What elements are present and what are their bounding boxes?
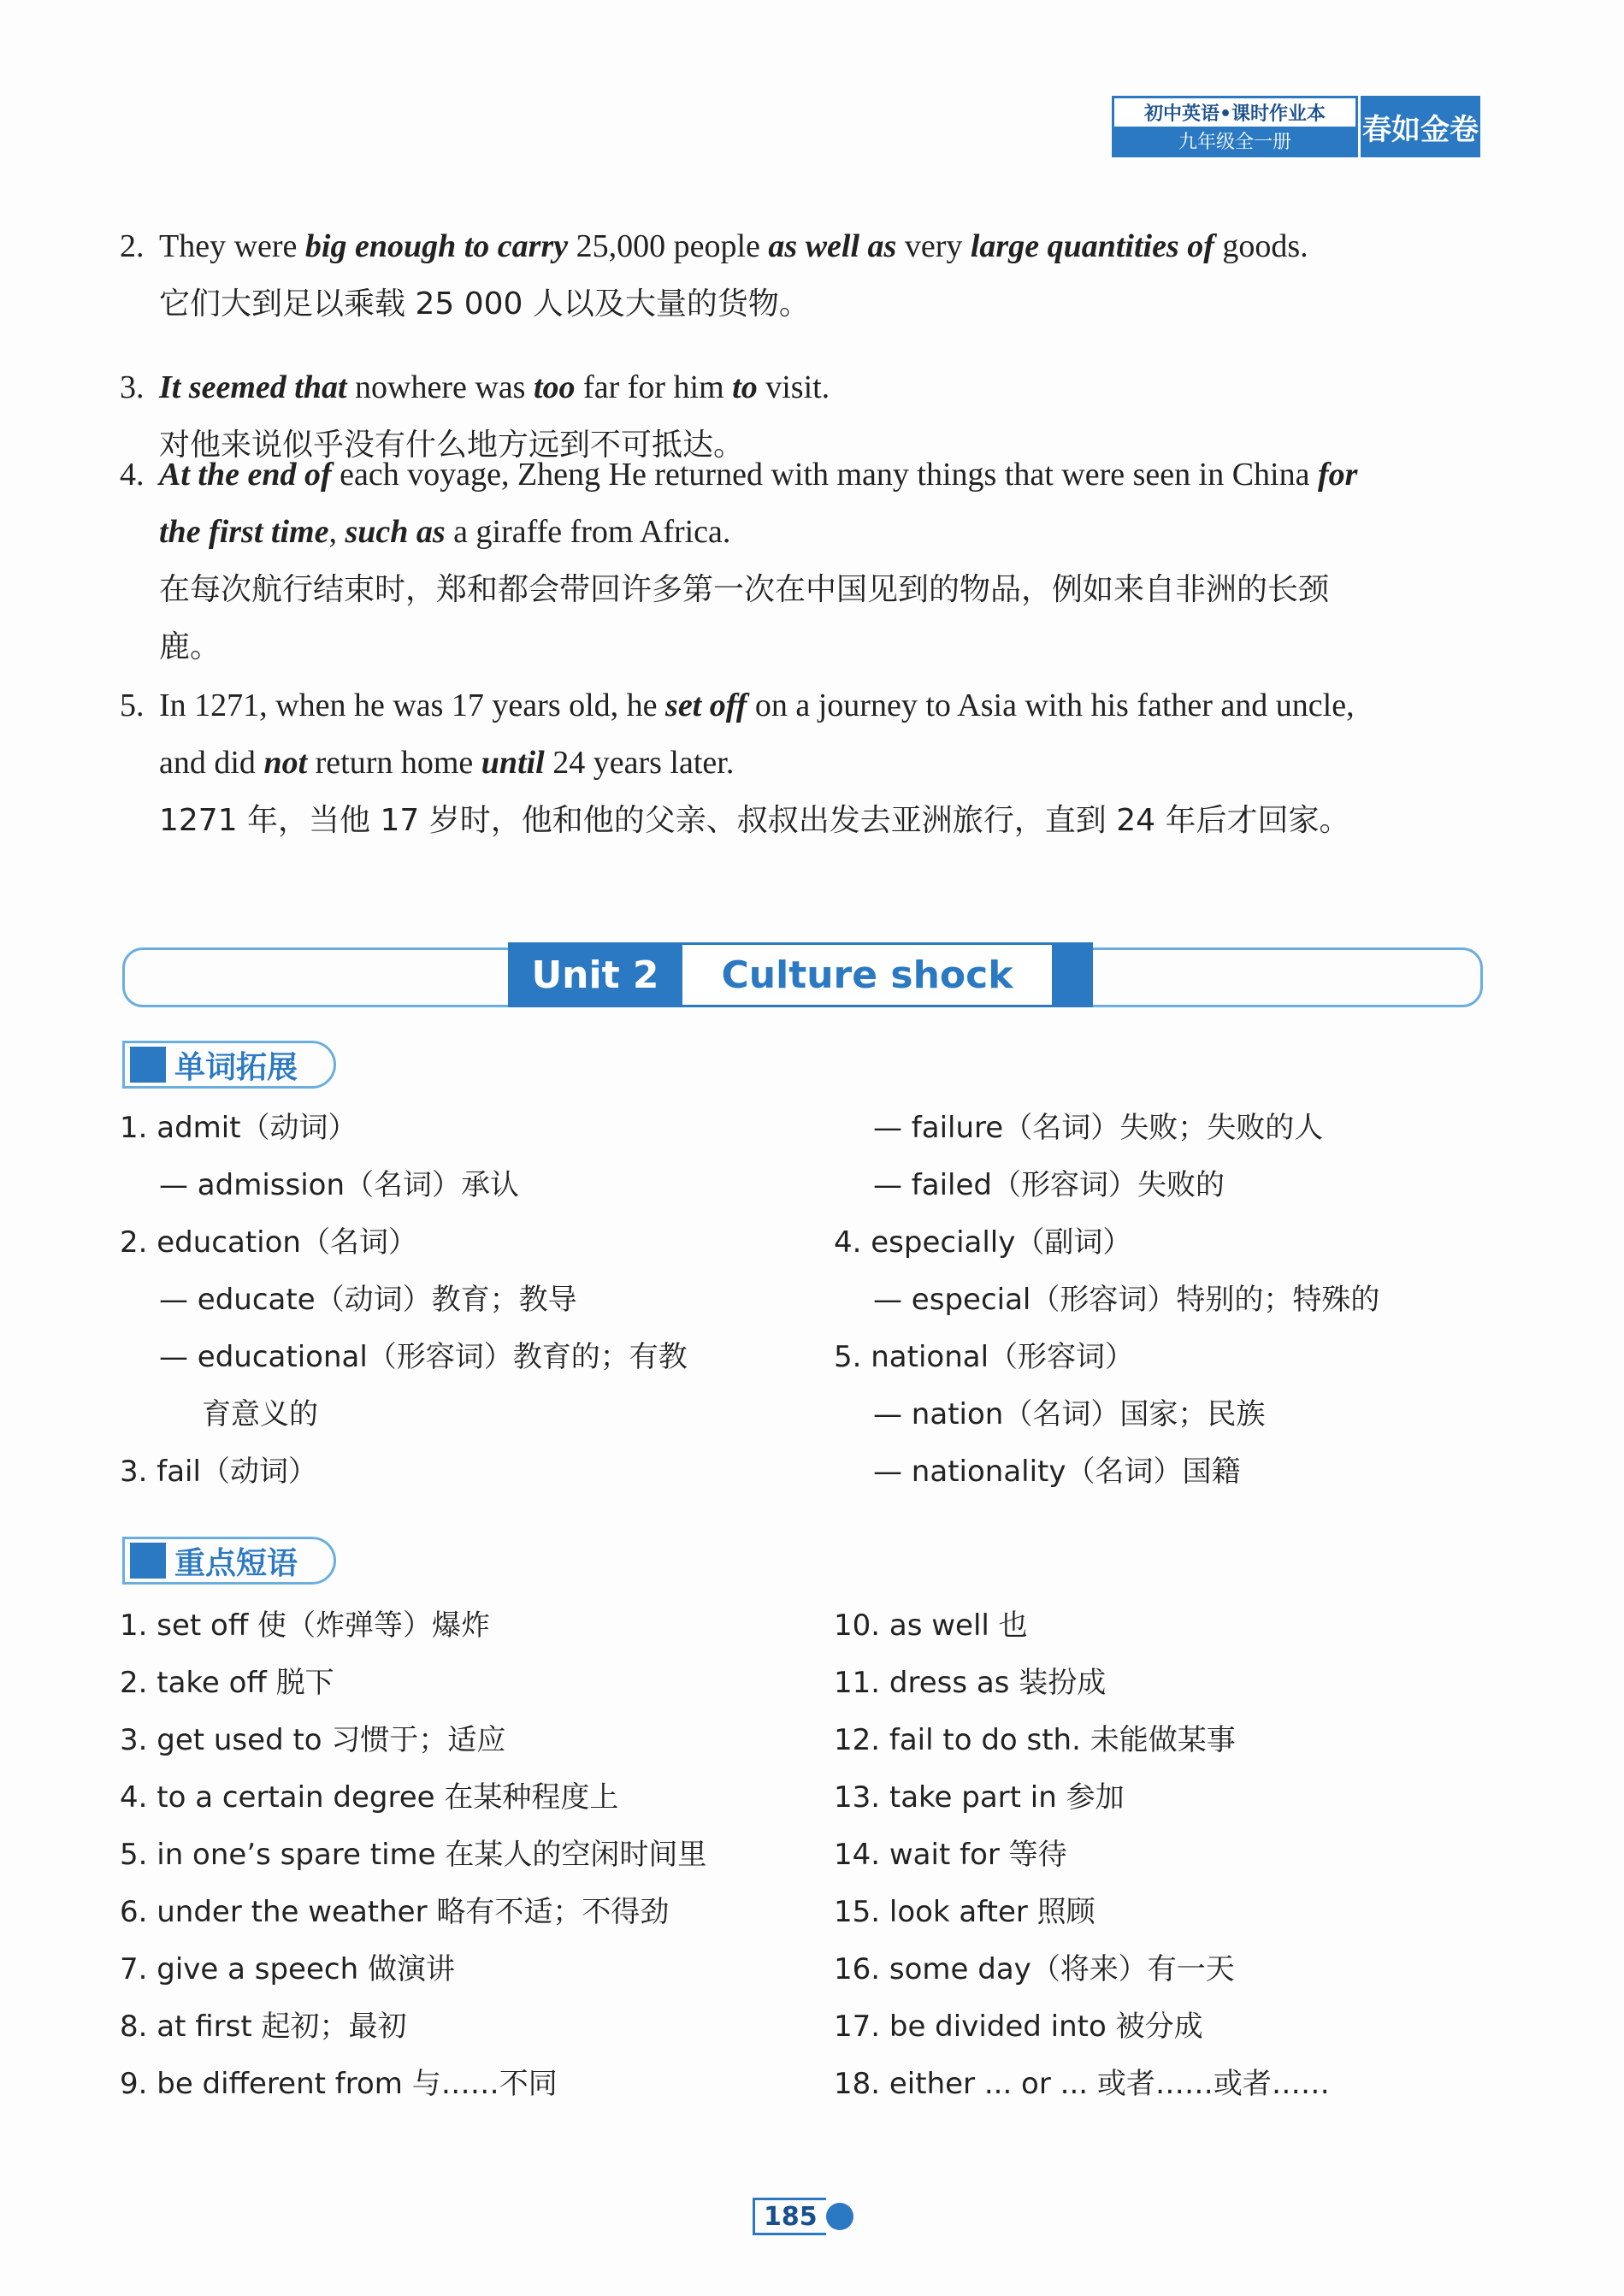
section-square-icon xyxy=(130,1047,166,1083)
vocab-item: 5. national（形容词） xyxy=(834,1340,1135,1374)
unit-number: Unit 2 xyxy=(508,942,682,1007)
sentence-translation: 在每次航行结束时，郑和都会带回许多第一次在中国见到的物品，例如来自非洲的长颈 xyxy=(159,572,1330,607)
phrase-item: 12. fail to do sth. 未能做某事 xyxy=(834,1723,1236,1757)
sentence-text: goods. xyxy=(1214,228,1308,264)
sentence-text: visit. xyxy=(757,369,830,405)
sentence-text: a giraffe from Africa. xyxy=(445,514,731,550)
phrase-item: 1. set off 使（炸弹等）爆炸 xyxy=(120,1608,491,1643)
sentence-text: In 1271, when he was 17 years old, he xyxy=(159,688,666,723)
vocab-item: 4. especially（副词） xyxy=(834,1225,1132,1260)
vocab-item: 3. fail（动词） xyxy=(120,1455,317,1489)
phrase-item: 8. at first 起初；最初 xyxy=(120,2010,407,2044)
phrase-item: 4. to a certain degree 在某种程度上 xyxy=(120,1780,619,1815)
sentence-text: return home xyxy=(307,745,481,781)
book-series-title: 初中英语•课时作业本 xyxy=(1114,98,1355,127)
phrase-item: 18. either ... or ... 或者……或者…… xyxy=(834,2067,1330,2101)
sentence-text: nowhere was xyxy=(346,369,534,405)
sentence-text: They were xyxy=(159,228,305,264)
vocab-item: 2. education（名词） xyxy=(120,1225,417,1260)
sentence-text: on a journey to Asia with his father and uncle, xyxy=(747,688,1355,723)
vocab-item: — nation（名词）国家；民族 xyxy=(873,1397,1266,1431)
vocab-right-column xyxy=(834,1100,1484,1501)
key-phrase: to xyxy=(732,369,758,405)
key-phrase: as well as xyxy=(768,228,897,264)
phrase-item: 11. dress as 装扮成 xyxy=(834,1666,1107,1700)
vocab-item: — especial（形容词）特别的；特殊的 xyxy=(873,1283,1380,1317)
book-title-block xyxy=(1112,96,1358,157)
sentence-translation: 1271 年，当他 17 岁时，他和他的父亲、叔叔出发去亚洲旅行，直到 24 年后才回家。 xyxy=(159,803,1350,838)
phrase-item: 13. take part in 参加 xyxy=(834,1780,1125,1815)
sentence-translation-continued: 鹿。 xyxy=(159,629,221,664)
sentence-translation: 它们大到足以乘载 25 000 人以及大量的货物。 xyxy=(159,286,810,322)
phrases-section-label xyxy=(122,1537,336,1585)
key-phrase: too xyxy=(533,369,576,405)
key-phrase: such as xyxy=(345,514,446,550)
sentence-english-continued xyxy=(120,735,1488,792)
book-header-badge xyxy=(1112,96,1480,157)
page-number xyxy=(753,2198,853,2235)
sentence-text: and did xyxy=(159,745,264,781)
page-number-dot-icon xyxy=(826,2203,853,2230)
sentence-text: each voyage, Zheng He returned with many things that were seen in China xyxy=(331,457,1318,493)
sentence-english xyxy=(120,218,1488,275)
phrases-left-column xyxy=(120,1597,821,2113)
phrase-item: 10. as well 也 xyxy=(834,1608,1028,1643)
phrase-item: 17. be divided into 被分成 xyxy=(834,2010,1203,2044)
sentence-number: 5. xyxy=(120,688,145,723)
sentence-translation: 对他来说似乎没有什么地方远到不可抵达。 xyxy=(159,428,745,463)
sentence-number: 2. xyxy=(120,228,145,264)
phrases-heading: 重点短语 xyxy=(174,1545,298,1581)
section-square-icon xyxy=(130,1543,166,1579)
sentence-number: 3. xyxy=(120,369,145,405)
sentence-english-continued xyxy=(120,504,1488,561)
sentence-item xyxy=(120,677,1488,849)
vocab-section-label xyxy=(122,1041,336,1089)
vocab-item: 1. admit（动词） xyxy=(120,1111,357,1145)
phrase-item: 14. wait for 等待 xyxy=(834,1838,1067,1872)
phrase-item: 9. be different from 与……不同 xyxy=(120,2067,558,2101)
sentence-text: , xyxy=(328,514,345,550)
phrases-right-column xyxy=(834,1597,1484,2113)
vocab-heading: 单词拓展 xyxy=(174,1049,298,1085)
vocab-item: — failure（名词）失败；失败的人 xyxy=(873,1111,1324,1145)
sentence-english xyxy=(120,359,1488,416)
sentence-item xyxy=(120,446,1488,676)
vocab-item: — educate（动词）教育；教导 xyxy=(159,1283,577,1317)
phrase-item: 5. in one’s spare time 在某人的空闲时间里 xyxy=(120,1838,707,1872)
sentence-text: far for him xyxy=(575,369,733,405)
book-grade: 九年级全一册 xyxy=(1114,127,1355,155)
key-phrase: for xyxy=(1317,457,1358,493)
publisher-logo: 春如金卷 xyxy=(1361,96,1480,157)
vocab-item: — failed（形容词）失败的 xyxy=(873,1168,1225,1202)
key-phrase: not xyxy=(263,745,308,781)
sentence-text: 24 years later. xyxy=(544,745,735,781)
unit-banner-tail xyxy=(1052,942,1093,1007)
phrase-item: 2. take off 脱下 xyxy=(120,1666,334,1700)
vocab-item: 育意义的 xyxy=(202,1397,318,1431)
key-phrase: set off xyxy=(665,688,747,723)
key-phrase: It seemed that xyxy=(159,369,347,405)
key-phrase: until xyxy=(481,745,545,781)
key-phrase: big enough to carry xyxy=(304,228,569,264)
vocab-item: — nationality（名词）国籍 xyxy=(873,1455,1241,1489)
key-phrase: At the end of xyxy=(159,457,332,493)
sentence-number: 4. xyxy=(120,457,145,493)
phrase-item: 15. look after 照顾 xyxy=(834,1895,1095,1929)
phrase-item: 6. under the weather 略有不适；不得劲 xyxy=(120,1895,670,1929)
sentence-english xyxy=(120,677,1488,735)
key-phrase: large quantities of xyxy=(970,228,1214,264)
sentence-text: very xyxy=(896,228,971,264)
sentence-text: 25,000 people xyxy=(568,228,769,264)
vocab-left-column xyxy=(120,1100,821,1501)
vocab-item: — admission（名词）承认 xyxy=(159,1168,520,1202)
phrase-item: 3. get used to 习惯于；适应 xyxy=(120,1723,506,1757)
vocab-item: — educational（形容词）教育的；有教 xyxy=(159,1340,688,1374)
phrase-item: 7. give a speech 做演讲 xyxy=(120,1952,455,1986)
sentence-item xyxy=(120,218,1488,333)
unit-title: Culture shock xyxy=(682,942,1052,1007)
sentence-english xyxy=(120,446,1488,504)
key-phrase: the first time xyxy=(159,514,329,550)
phrase-item: 16. some day（将来）有一天 xyxy=(834,1952,1235,1986)
page-number-text: 185 xyxy=(753,2198,826,2235)
